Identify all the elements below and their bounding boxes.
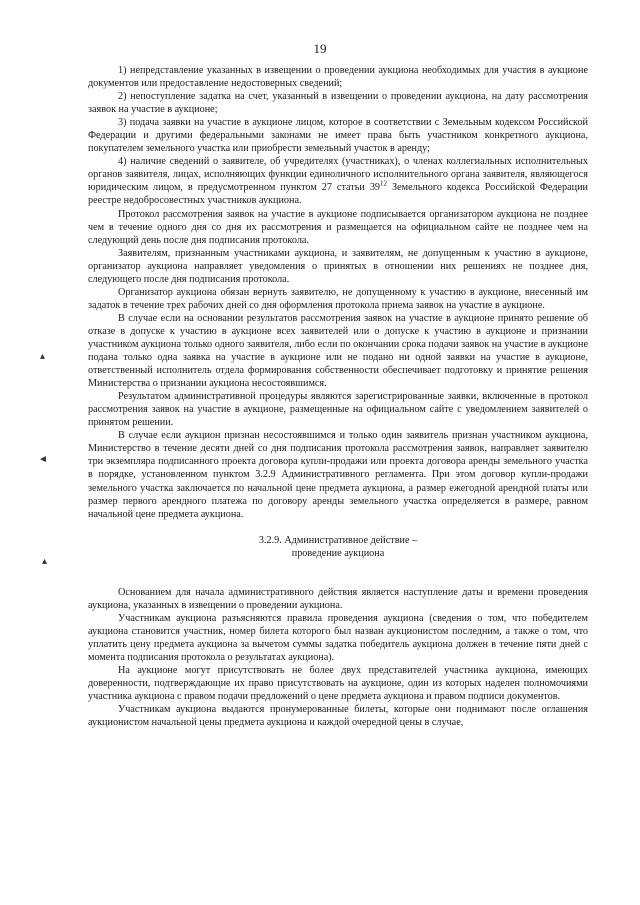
paragraph: На аукционе могут присутствовать не более двух представителей участника аукциона, имеющих доверенности, подтверждающие их право присутствовать на аукционе, один из которых наделен полномочиями участника аукциона с правом подачи предложений о цене предмета аукциона и правом подписи документов. [88,665,588,703]
margin-mark: ▴ [40,351,46,362]
page-number: 19 [313,41,327,56]
paragraph: Участникам аукциона выдаются пронумерованные билеты, которые они поднимают после оглашения аукционистом начальной цены предмета аукциона и каждой очередной цены в случае, [88,704,588,729]
section-heading [88,534,588,560]
heading-line: проведение аукциона [291,547,385,559]
paragraph: Результатом административной процедуры являются зарегистрированные заявки, включенные в протокол рассмотрения заявок на участие в аукционе, размещенные на официальном сайте с уведомлением заявителей о принятом решении. [88,391,588,429]
paragraph-text: 4) наличие сведений о заявителе, об учредителях (участниках), о членах коллегиальных исполнительных органов заявителя, лицах, исполняющих функции единоличного исполнительного органа заявителя, являющегося юридическим лицом, в предусмотренном пунктом 27 статьи 39 [88,156,588,194]
heading-line: 3.2.9. Административное действие – [258,534,418,546]
paragraph: В случае если на основании результатов рассмотрения заявок на участие в аукционе принято решение об отказе в допуске к участию в аукционе всех заявителей или о допуске к участию в аукционе и признании участником аукциона только одного заявителя, либо если по окончании срока подачи заявок на участие в аукционе подана только одна заявка на участие в аукционе или не подано ни одной заявки на участие в аукционе, ответственный исполнитель отдела формирования собственности обеспечивает подготовку и принятие решения Министерства о признании аукциона несостоявшимся. [88,312,588,390]
margin-mark: ▴ [42,556,48,567]
paragraph [88,155,588,207]
paragraph: 3) подача заявки на участие в аукционе лицом, которое в соответствии с Земельным кодексом Российской Федерации и другими федеральными законами не имеет права быть участником конкретного аукциона, покупателем земельного участка или приобрести земельный участок в аренду; [88,117,588,155]
paragraph-text: Земельного кодекса Российской Федерации реестре недобросовестных участников аукциона. [88,182,588,207]
paragraph: Протокол рассмотрения заявок на участие в аукционе подписывается организатором аукциона не позднее чем в течение одного дня со дня их рассмотрения и размещается на официальном сайте не позднее чем на следующий день после дня подписания протокола. [88,208,588,246]
paragraph: 2) непоступление задатка на счет, указанный в извещении о проведении аукциона, на дату рассмотрения заявок на участие в аукционе; [88,91,588,116]
paragraph: Основанием для начала административного действия является наступление даты и времени проведения аукциона, указанных в извещении о проведении аукциона. [88,586,588,611]
paragraph: Участникам аукциона разъясняются правила проведения аукциона (сведения о том, что победителем аукциона становится участник, номер билета которого был назван аукционистом последним, а также о том, что уплатить цену предмета аукциона за вычетом суммы задатка победитель аукциона должен в течение пяти дней с момента подписания протокола о результатах аукциона). [88,612,588,663]
paragraph: Заявителям, признанным участниками аукциона, и заявителям, не допущенным к участию в аукционе, организатор аукциона направляет уведомления о принятых в отношении них решениях не позднее дня, следующего после дня подписания протокола. [88,247,588,285]
paragraph: 1) непредставление указанных в извещении о проведении аукциона необходимых для участия в аукционе документов или предоставление недостоверных сведений; [88,65,588,90]
margin-mark: ◄ [38,454,48,465]
paragraph: В случае если аукцион признан несостоявшимся и только один заявитель признан участником аукциона, Министерство в течение десяти дней со дня подписания протокола рассмотрения заявок, направляет заявителю три экземпляра подписанного проекта договора купли-продажи или проекта договора аренды земельного участка в порядке, установленном пунктом 3.2.9 Административного регламента. При этом договор купли-продажи земельного участка заключается по начальной цене предмета аукциона, а размер ежегодной арендной платы или размер первого арендного платежа по договору аренды земельного участка определяется в размере, равном начальной цене предмета аукциона. [88,430,588,520]
document-body [88,64,588,729]
paragraph: Организатор аукциона обязан вернуть заявителю, не допущенному к участию в аукционе, внесенный им задаток в течение трех рабочих дней со дня оформления протокола приема заявок на участие в аукционе. [88,286,588,311]
superscript: 12 [380,180,388,189]
